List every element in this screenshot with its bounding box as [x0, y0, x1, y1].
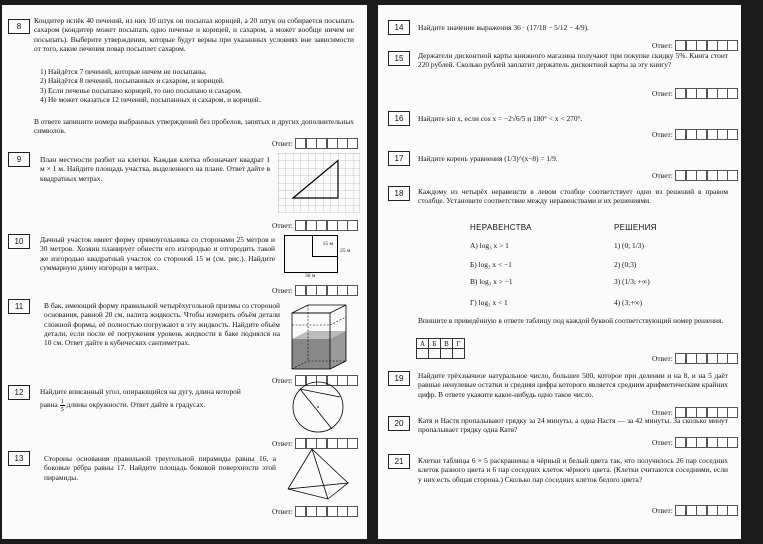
- problem-number-9: 9: [8, 152, 30, 167]
- inequality-b: Б) log₃ x < −1: [470, 260, 512, 269]
- label-30m: 30 м: [305, 273, 316, 279]
- answer-label: Ответ:: [652, 88, 673, 98]
- table-cell[interactable]: [429, 349, 441, 359]
- answer-cells[interactable]: [296, 285, 358, 296]
- table-header-a: А: [417, 339, 429, 349]
- answer-field-18[interactable]: [652, 353, 738, 363]
- problem-12-rest: длины окружности. Ответ дайте в градусах.: [66, 400, 206, 410]
- answer-cells[interactable]: [296, 506, 358, 517]
- prism-tank-figure: [286, 299, 352, 377]
- problem-11-text: В бак, имеющий форму правильной четырёхугольной призмы со стороной основания, равной 20 см, налита жидкость. Чтобы измерить объём детали сложной формы, её полностью погружают в эту жидкость. Найдите объём детали, если после её погружения уровень жидкости в баке поднялся на 10 см. Ответ дайте в кубических сантиметрах.: [44, 301, 280, 348]
- problem-18-table-text: Впишите в приведённую в ответе таблицу под каждой буквой соответствующий номер решения.: [418, 316, 724, 325]
- problem-number-21: 21: [388, 454, 410, 469]
- problem-number-10: 10: [8, 234, 30, 249]
- problem-number-20: 20: [388, 416, 410, 431]
- answer-field-10[interactable]: [272, 285, 358, 295]
- answer-field-21[interactable]: [652, 505, 738, 515]
- problem-16-text: Найдите sin x, если cos x = −2√6/5 и 180° < x < 270°.: [418, 114, 583, 123]
- problem-12-line1: Найдите вписанный угол, опирающийся на дугу, длина которой: [40, 387, 241, 396]
- answer-field-17[interactable]: [652, 170, 738, 180]
- inequalities-header: НЕРАВЕНСТВА: [470, 223, 532, 232]
- problem-number-8: 8: [8, 19, 30, 34]
- problem-number-15: 15: [388, 51, 410, 66]
- problem-17-text: Найдите корень уравнения (1/3)^(x−8) = 1/9.: [418, 154, 558, 163]
- fraction-one-fifth: [60, 398, 65, 413]
- table-cell[interactable]: [417, 349, 429, 359]
- problem-12-line2: [40, 398, 280, 413]
- answer-field-16[interactable]: [652, 129, 738, 139]
- table-header-v: В: [441, 339, 453, 349]
- answer-cells[interactable]: [676, 88, 738, 99]
- plot-figure: [284, 235, 338, 273]
- inequality-a: A) log₃ x > 1: [470, 241, 509, 250]
- list-item: 2) Найдётся 8 печений, посыпанных и сахаром, и корицей.: [40, 76, 225, 86]
- inequality-v: В) log₃ x > −1: [470, 277, 513, 286]
- problem-number-12: 12: [8, 385, 30, 400]
- problem-number-16: 16: [388, 111, 410, 126]
- solution-1: 1) (0; 1/3): [614, 241, 644, 250]
- answer-cells[interactable]: [676, 40, 738, 51]
- problem-9-text: План местности разбит на клетки. Каждая клетка обозначает квадрат 1 м × 1 м. Найдите площадь участка, выделенного на плане. Ответ дайте в квадратных метрах.: [40, 155, 270, 183]
- answer-label: Ответ:: [272, 506, 293, 516]
- answer-cells[interactable]: [676, 353, 738, 364]
- solution-2: 2) (0;3): [614, 260, 637, 269]
- answer-field-8[interactable]: [272, 138, 358, 148]
- answer-label: Ответ:: [652, 40, 673, 50]
- inequality-g: Г) log₃ x < 1: [470, 298, 508, 307]
- right-page: [378, 5, 741, 539]
- table-header-b: Б: [429, 339, 441, 349]
- problem-18-text: Каждому из четырёх неравенств в левом столбце соответствует одно из решений в правом столбце. Установите соответствие между неравенствами и их решениями.: [418, 187, 728, 206]
- solutions-header: РЕШЕНИЯ: [614, 223, 657, 232]
- solution-3: 3) (1/3; +∞): [614, 277, 650, 286]
- table-header-g: Г: [453, 339, 465, 349]
- problem-12-equals: равна: [40, 400, 58, 410]
- problem-8-outro: В ответе запишите номера выбранных утверждений без пробелов, запятых и других дополнительных символов.: [34, 117, 354, 136]
- answer-cells[interactable]: [676, 437, 738, 448]
- pyramid-figure: [284, 445, 354, 503]
- label-25m: 25 м: [340, 248, 351, 254]
- answer-cells[interactable]: [296, 220, 358, 231]
- answer-field-15[interactable]: [652, 88, 738, 98]
- problem-20-text: Катя и Настя пропалывают грядку за 24 минуты, а одна Настя — за 42 минуты. За сколько минут пропалывает грядку одна Катя?: [418, 416, 728, 435]
- problem-13-text: Стороны основания правильной треугольной пирамиды равны 16, а боковые рёбра равны 17. Найдите площадь боковой поверхности этой пирамиды.: [44, 454, 276, 482]
- problem-number-17: 17: [388, 151, 410, 166]
- problem-19-text: Найдите трёхзначное натуральное число, большее 500, которое при делении и на 8, и на 5 даёт равные ненулевые остатки и средняя цифра которого является средним арифметическим крайних цифр. В ответе укажите какое-нибудь одно такое число.: [418, 371, 728, 399]
- left-page: [2, 5, 367, 539]
- fraction-denominator: 5: [60, 406, 64, 414]
- answer-field-20[interactable]: [652, 437, 738, 447]
- answer-label: Ответ:: [272, 375, 293, 385]
- label-15m: 15 м: [322, 241, 333, 247]
- answer-label: Ответ:: [652, 170, 673, 180]
- answer-field-14[interactable]: [652, 40, 738, 50]
- problem-number-19: 19: [388, 371, 410, 386]
- answer-label: Ответ:: [652, 129, 673, 139]
- answer-label: Ответ:: [272, 285, 293, 295]
- problem-number-13: 13: [8, 451, 30, 466]
- answer-label: Ответ:: [272, 438, 293, 448]
- table-row: [417, 339, 465, 349]
- answer-label: Ответ:: [272, 220, 293, 230]
- match-table[interactable]: [416, 338, 465, 359]
- problem-15-text: Держатели дисконтной карты книжного магазина получают при покупке скидку 5%. Книга стоит 220 рублей. Сколько рублей заплатит держатель дисконтной карты за эту книгу?: [418, 51, 728, 70]
- answer-label: Ответ:: [652, 407, 673, 417]
- answer-label: Ответ:: [272, 138, 293, 148]
- answer-cells[interactable]: [676, 505, 738, 516]
- answer-field-13[interactable]: [272, 506, 358, 516]
- answer-label: Ответ:: [652, 437, 673, 447]
- answer-cells[interactable]: [676, 170, 738, 181]
- solution-4: 4) (3;+∞): [614, 298, 643, 307]
- answer-label: Ответ:: [652, 505, 673, 515]
- problem-10-text: Дачный участок имеет форму прямоугольника со сторонами 25 метров и 30 метров. Хозяин планирует обнести его изгородью и отгородить такой же изгородью квадратный участок со стороной 15 м (см. рис.). Найдите суммарную длину изгороди в метрах.: [40, 235, 275, 272]
- list-item: 1) Найдётся 7 печений, которые ничем не посыпаны.: [40, 67, 207, 76]
- answer-label: Ответ:: [652, 353, 673, 363]
- table-row[interactable]: [417, 349, 465, 359]
- inscribed-angle-figure: [290, 377, 346, 437]
- answer-field-9[interactable]: [272, 220, 358, 230]
- problem-number-18: 18: [388, 186, 410, 201]
- problem-12-text: [40, 387, 280, 413]
- table-cell[interactable]: [453, 349, 465, 359]
- grid-plan-figure: [278, 153, 360, 213]
- problem-21-text: Клетки таблицы 6 × 5 раскрашены в чёрный и белый цвета так, что получилось 26 пар соседних клеток разного цвета и 6 пар соседних клеток чёрного цвета. (Клетки считаются соседними, если у них есть общая сторона.) Сколько пар соседних клеток белого цвета?: [418, 456, 728, 484]
- answer-cells[interactable]: [676, 129, 738, 140]
- problem-14-text: Найдите значение выражения 36 · (17/18 − 5/12 − 4/9).: [418, 23, 589, 32]
- list-item: 4) Не может оказаться 12 печений, посыпанных и сахаром, и корицей.: [40, 94, 261, 104]
- problem-number-14: 14: [388, 20, 410, 35]
- problem-8-items: [40, 67, 360, 104]
- list-item: 3) Если печенье посыпано корицей, то оно посыпано и сахаром.: [40, 85, 242, 95]
- problem-8-intro: Кондитер испёк 40 печений, из них 10 штук он посыпал корицей, а 20 штук он собирается посыпать сахаром (кондитер может посыпать одно печенье и корицей, и сахаром, а может вообще ничем не посыпать). Выберите утверждения, которые будут верны при указанных условиях вне зависимости от того, какие печения повар посыплет сахаром.: [34, 16, 354, 53]
- fraction-numerator: 1: [60, 398, 64, 406]
- answer-cells[interactable]: [296, 138, 358, 149]
- problem-number-11: 11: [8, 299, 30, 314]
- table-cell[interactable]: [441, 349, 453, 359]
